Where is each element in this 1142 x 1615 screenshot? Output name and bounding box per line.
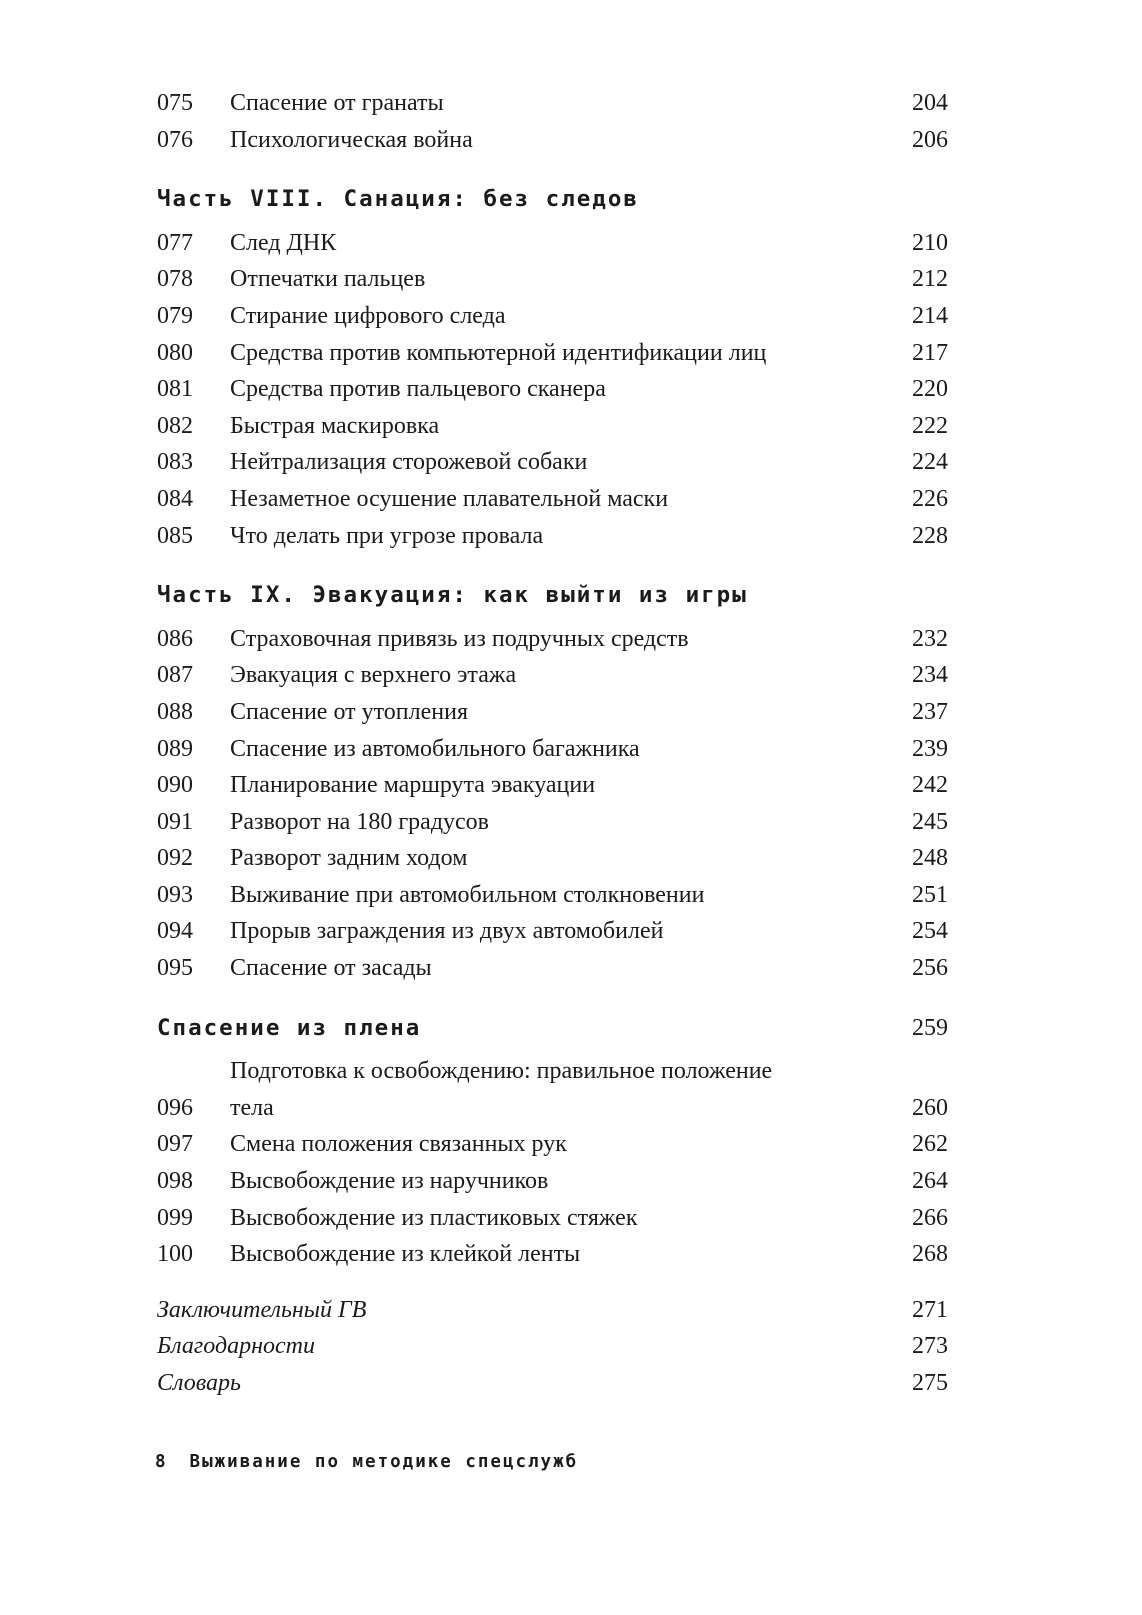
toc-entry-row (157, 335, 948, 372)
toc-part-heading-row (157, 181, 948, 218)
entry-page-number: 239 (912, 735, 948, 762)
toc-entry-row (157, 767, 948, 804)
entry-page-number: 254 (912, 918, 948, 945)
entry-page-number: 206 (912, 126, 948, 153)
toc-entry-row (157, 225, 948, 262)
entry-number: 075 (157, 90, 193, 116)
part-heading-title: Спасение из плена (157, 1014, 422, 1041)
entry-page-number: 232 (912, 625, 948, 652)
toc-entry-row (157, 1163, 948, 1200)
entry-number: 077 (157, 229, 193, 256)
backmatter-title: Словарь (157, 1370, 241, 1396)
entry-title: Смена положения связанных рук (230, 1131, 567, 1158)
toc-entry-row (157, 877, 948, 914)
entry-page-number: 245 (912, 808, 948, 835)
entry-page-number: 217 (912, 339, 948, 366)
entry-page-number: 234 (912, 662, 948, 689)
entry-page-number: 228 (912, 522, 948, 549)
toc-entry-row (157, 1126, 948, 1163)
entry-page-number: 268 (912, 1241, 948, 1268)
entry-number: 096 (157, 1094, 193, 1121)
entry-number: 100 (157, 1241, 193, 1268)
entry-title: Быстрая маскировка (230, 412, 440, 439)
footer-running-title: Выживание по методике спецслужб (189, 1452, 579, 1472)
entry-title: Что делать при угрозе провала (230, 522, 544, 549)
entry-page-number: 266 (912, 1204, 948, 1231)
entry-number: 097 (157, 1131, 193, 1158)
toc-part-heading-row (157, 577, 948, 614)
toc-entry-row (157, 298, 948, 335)
toc-entry-row (157, 657, 948, 694)
backmatter-page-number: 273 (912, 1333, 948, 1360)
page-footer (155, 1452, 578, 1472)
entry-number: 091 (157, 808, 193, 835)
toc-entry-row (157, 621, 948, 658)
entry-page-number: 242 (912, 772, 948, 799)
entry-number: 090 (157, 772, 193, 799)
entry-page-number: 251 (912, 881, 948, 908)
toc-backmatter-row (157, 1292, 948, 1329)
toc-entry-row (157, 731, 948, 768)
entry-number: 099 (157, 1204, 193, 1231)
entry-number: 083 (157, 449, 193, 476)
entry-page-number: 256 (912, 955, 948, 982)
backmatter-page-number: 271 (912, 1296, 948, 1323)
entry-page-number: 222 (912, 412, 948, 439)
toc-entry-row (157, 950, 948, 987)
entry-number: 095 (157, 955, 193, 982)
toc-backmatter-row (157, 1365, 948, 1402)
entry-page-number: 248 (912, 845, 948, 872)
entry-number: 093 (157, 881, 193, 908)
entry-title: Средства против пальцевого сканера (230, 376, 606, 403)
entry-page-number: 210 (912, 229, 948, 256)
entry-title: След ДНК (230, 229, 337, 256)
entry-title: Отпечатки пальцев (230, 266, 426, 293)
entry-title: Высвобождение из наручников (230, 1168, 549, 1195)
entry-title: Средства против компьютерной идентификации лиц (230, 339, 767, 366)
entry-title: Стирание цифрового следа (230, 302, 506, 329)
toc-entry-row (157, 694, 948, 731)
toc-backmatter-row (157, 1328, 948, 1365)
toc-part-heading-row (157, 1010, 948, 1047)
entry-number: 094 (157, 918, 193, 945)
toc-entry-row (157, 481, 948, 518)
toc-entry-row (157, 261, 948, 298)
entry-title: Разворот на 180 градусов (230, 808, 490, 835)
backmatter-title: Заключительный ГВ (157, 1296, 367, 1323)
entry-number: 089 (157, 735, 193, 762)
entry-number: 079 (157, 302, 193, 329)
toc-entry-row (157, 1053, 948, 1126)
toc-entry-row (157, 1200, 948, 1237)
entry-title: Высвобождение из пластиковых стяжек (230, 1204, 638, 1231)
entry-page-number: 226 (912, 485, 948, 512)
toc-entry-row (157, 1236, 948, 1273)
toc-entry-row (157, 804, 948, 841)
entry-page-number: 237 (912, 698, 948, 725)
entry-number: 087 (157, 662, 193, 689)
entry-number: 076 (157, 126, 193, 153)
toc-entry-row (157, 518, 948, 555)
entry-number: 086 (157, 625, 193, 652)
entry-number: 082 (157, 412, 193, 439)
entry-page-number: 220 (912, 376, 948, 403)
toc-content (157, 85, 948, 1402)
entry-title: Психологическая война (230, 126, 473, 153)
backmatter-page-number: 275 (912, 1370, 948, 1396)
toc-entry-row (157, 913, 948, 950)
entry-number: 085 (157, 522, 193, 549)
entry-page-number: 214 (912, 302, 948, 329)
entry-number: 098 (157, 1168, 193, 1195)
entry-page-number: 212 (912, 266, 948, 293)
entry-title: Подготовка к освобождению: правильное положение тела (230, 1058, 773, 1121)
entry-number: 078 (157, 266, 193, 293)
toc-entry-row (157, 840, 948, 877)
entry-title: Планирование маршрута эвакуации (230, 772, 596, 799)
entry-title: Прорыв заграждения из двух автомобилей (230, 918, 664, 945)
entry-title: Нейтрализация сторожевой собаки (230, 449, 588, 476)
entry-title: Спасение от гранаты (230, 90, 444, 116)
entry-title: Незаметное осушение плавательной маски (230, 485, 669, 512)
toc-entry-row (157, 444, 948, 481)
toc-entry-row (157, 371, 948, 408)
entry-page-number: 262 (912, 1131, 948, 1158)
entry-page-number: 260 (912, 1094, 948, 1121)
entry-title: Спасение от утопления (230, 698, 468, 725)
backmatter-title: Благодарности (157, 1333, 315, 1360)
entry-title: Выживание при автомобильном столкновении (230, 881, 705, 908)
footer-page-number: 8 (155, 1452, 168, 1472)
entry-number: 092 (157, 845, 193, 872)
entry-page-number: 204 (912, 90, 948, 116)
entry-page-number: 264 (912, 1168, 948, 1195)
toc-entry-row (157, 85, 948, 122)
toc-entry-row (157, 408, 948, 445)
entry-title: Эвакуация с верхнего этажа (230, 662, 517, 689)
entry-title: Страховочная привязь из подручных средств (230, 625, 689, 652)
part-heading-title: Часть VIII. Санация: без следов (157, 186, 639, 213)
part-heading-page-number: 259 (912, 1014, 948, 1041)
entry-number: 088 (157, 698, 193, 725)
entry-title: Спасение от засады (230, 955, 432, 982)
entry-page-number: 224 (912, 449, 948, 476)
toc-entry-row (157, 122, 948, 159)
part-heading-title: Часть IX. Эвакуация: как выйти из игры (157, 582, 748, 609)
entry-title: Разворот задним ходом (230, 845, 468, 872)
entry-number: 081 (157, 376, 193, 403)
entry-title: Спасение из автомобильного багажника (230, 735, 640, 762)
entry-title: Высвобождение из клейкой ленты (230, 1241, 581, 1268)
entry-number: 080 (157, 339, 193, 366)
entry-number: 084 (157, 485, 193, 512)
